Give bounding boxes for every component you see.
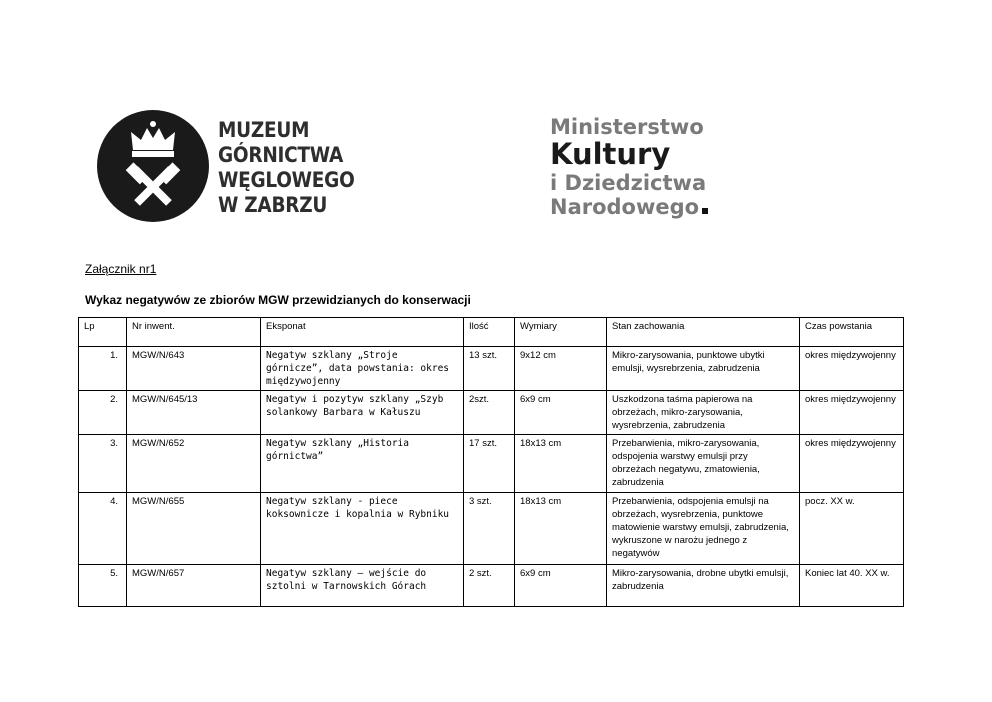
cell-lp: 3.	[79, 435, 127, 493]
cell-inv: MGW/N/652	[127, 435, 261, 493]
attachment-label: Załącznik nr1	[85, 262, 157, 276]
cell-dims: 18x13 cm	[515, 435, 607, 493]
cell-exhibit: Negatyw szklany „Historia górnictwa”	[261, 435, 464, 493]
cell-qty: 2 szt.	[464, 565, 515, 607]
crown-hammers-emblem-icon	[97, 110, 209, 222]
museum-logo	[97, 110, 357, 222]
square-dot-icon	[702, 208, 708, 214]
document-title: Wykaz negatywów ze zbiorów MGW przewidzianych do konserwacji	[85, 293, 471, 307]
cell-exhibit: Negatyw szklany – wejście do sztolni w Tarnowskich Górach	[261, 565, 464, 607]
header-cell-lp: Lp	[79, 318, 127, 347]
table-row	[79, 493, 904, 565]
cell-dims: 9x12 cm	[515, 347, 607, 391]
cell-exhibit: Negatyw szklany „Stroje górnicze”, data powstania: okres międzywojenny	[261, 347, 464, 391]
cell-dims: 6x9 cm	[515, 391, 607, 435]
header-cell-period: Czas powstania	[800, 318, 904, 347]
table-row	[79, 435, 904, 493]
table-row	[79, 565, 904, 607]
header-cell-dims: Wymiary	[515, 318, 607, 347]
header-cell-inv: Nr inwent.	[127, 318, 261, 347]
table-header-row	[79, 318, 904, 347]
table-row	[79, 347, 904, 391]
museum-name	[218, 118, 355, 218]
cell-dims: 6x9 cm	[515, 565, 607, 607]
cell-period: Koniec lat 40. XX w.	[800, 565, 904, 607]
museum-name-line: WĘGLOWEGO	[218, 168, 355, 192]
cell-condition: Przebarwienia, odspojenia emulsji na obrzeżach, wysrebrzenia, punktowe matowienie warstwy emulsji, zabrudzenia, wykruszone w narożu jednego z negatywów	[607, 493, 800, 565]
cell-period: pocz. XX w.	[800, 493, 904, 565]
museum-name-line: MUZEUM	[218, 118, 310, 142]
cell-exhibit: Negatyw szklany - piece koksownicze i kopalnia w Rybniku	[261, 493, 464, 565]
cell-lp: 1.	[79, 347, 127, 391]
header-cell-qty: Ilość	[464, 318, 515, 347]
cell-inv: MGW/N/657	[127, 565, 261, 607]
header-cell-condition: Stan zachowania	[607, 318, 800, 347]
inventory-table	[78, 317, 904, 607]
cell-period: okres międzywojenny	[800, 391, 904, 435]
ministry-line-1: Ministerstwo	[550, 115, 704, 139]
cell-condition: Mikro-zarysowania, punktowe ubytki emulsji, wysrebrzenia, zabrudzenia	[607, 347, 800, 391]
cell-inv: MGW/N/645/13	[127, 391, 261, 435]
cell-exhibit: Negatyw i pozytyw szklany „Szyb solankowy Barbara w Kałuszu	[261, 391, 464, 435]
cell-qty: 3 szt.	[464, 493, 515, 565]
cell-inv: MGW/N/655	[127, 493, 261, 565]
ministry-line-3: i Dziedzictwa	[550, 171, 707, 195]
ministry-line-4-text: Narodowego	[550, 195, 700, 219]
ministry-line-4	[550, 195, 708, 219]
cell-qty: 17 szt.	[464, 435, 515, 493]
cell-lp: 2.	[79, 391, 127, 435]
header-cell-exhibit: Eksponat	[261, 318, 464, 347]
cell-period: okres międzywojenny	[800, 347, 904, 391]
cell-dims: 18x13 cm	[515, 493, 607, 565]
cell-period: okres międzywojenny	[800, 435, 904, 493]
cell-condition: Przebarwienia, mikro-zarysowania, odspojenia warstwy emulsji przy obrzeżach negatywu, zmatowienia, zabrudzenia	[607, 435, 800, 493]
cell-qty: 2szt.	[464, 391, 515, 435]
cell-condition: Uszkodzona taśma papierowa na obrzeżach, mikro-zarysowania, wysrebrzenia, zabrudzenia	[607, 391, 800, 435]
ministry-line-2: Kultury	[550, 137, 671, 171]
ministry-logo	[550, 115, 730, 225]
museum-name-line: W ZABRZU	[218, 193, 328, 217]
cell-lp: 5.	[79, 565, 127, 607]
table-row	[79, 391, 904, 435]
cell-lp: 4.	[79, 493, 127, 565]
cell-qty: 13 szt.	[464, 347, 515, 391]
museum-name-line: GÓRNICTWA	[218, 143, 344, 167]
cell-inv: MGW/N/643	[127, 347, 261, 391]
cell-condition: Mikro-zarysowania, drobne ubytki emulsji, zabrudzenia	[607, 565, 800, 607]
